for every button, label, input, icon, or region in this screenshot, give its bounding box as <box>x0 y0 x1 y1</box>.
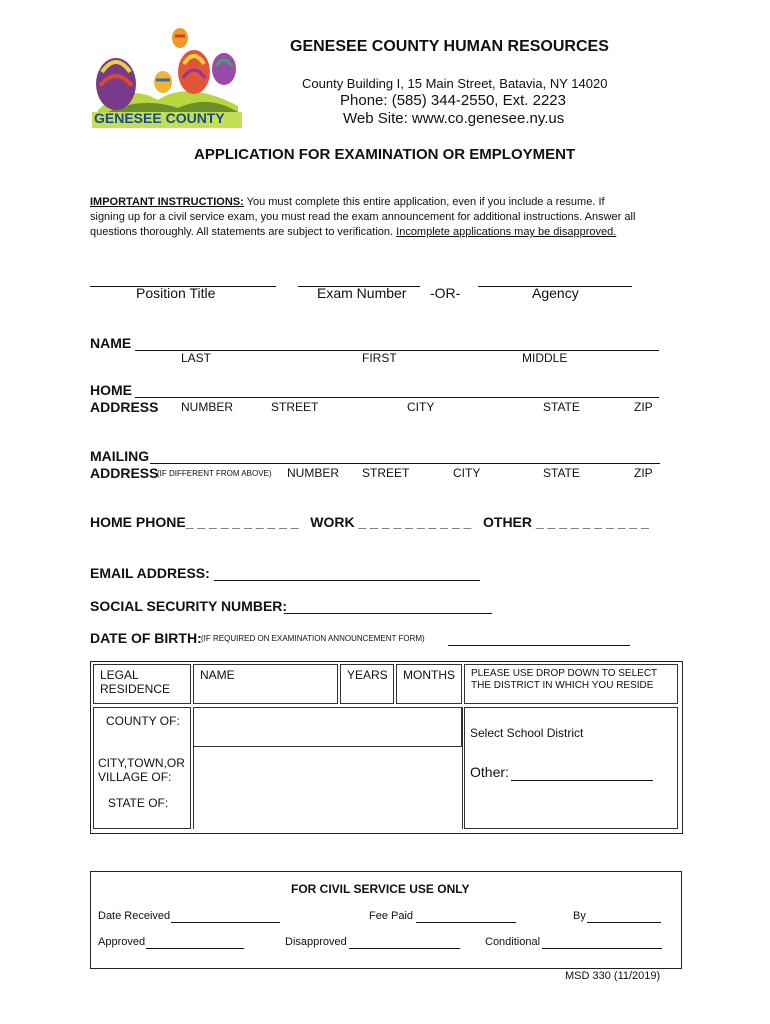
mailing-state-label: STATE <box>543 466 580 480</box>
mailing-zip-label: ZIP <box>634 466 653 480</box>
mailing-address-label2: ADDRESS <box>90 465 159 481</box>
home-address-label2: ADDRESS <box>90 399 159 415</box>
years-column-header: YEARS <box>340 664 394 704</box>
email-label: EMAIL ADDRESS: <box>90 565 210 581</box>
home-state-label: STATE <box>543 400 580 414</box>
ssn-input[interactable] <box>284 599 492 614</box>
county-logo <box>88 22 248 130</box>
logo-text: GENESEE COUNTY <box>94 110 225 126</box>
by-label: By <box>573 910 586 922</box>
name-middle-label: MIDDLE <box>522 351 568 365</box>
instructions-line1: You must complete this entire application, even if you include a resume. If <box>243 196 605 208</box>
dropdown-instruction: PLEASE USE DROP DOWN TO SELECT THE DISTRICT IN WHICH YOU RESIDE <box>464 664 678 704</box>
mailing-address-input[interactable] <box>150 449 660 464</box>
home-number-label: NUMBER <box>181 400 234 414</box>
home-address-input[interactable] <box>135 383 659 398</box>
school-district-area <box>464 707 678 829</box>
residence-name-entry[interactable] <box>193 707 462 747</box>
mailing-street-label: STREET <box>362 466 410 480</box>
org-address: County Building I, 15 Main Street, Batavia, NY 14020 <box>302 76 608 91</box>
page-title: APPLICATION FOR EXAMINATION OR EMPLOYMENT <box>194 146 576 163</box>
ssn-label: SOCIAL SECURITY NUMBER: <box>90 598 288 614</box>
approved-label: Approved <box>98 936 146 948</box>
name-label: NAME <box>90 335 132 351</box>
date-received-label: Date Received <box>98 910 171 922</box>
county-of-label: COUNTY OF: <box>106 714 180 728</box>
home-city-label: CITY <box>407 400 435 414</box>
dob-label: DATE OF BIRTH: <box>90 630 202 646</box>
state-of-label: STATE OF: <box>108 796 169 810</box>
home-street-label: STREET <box>271 400 319 414</box>
name-last-label: LAST <box>181 351 212 365</box>
approved-line <box>146 948 244 949</box>
name-input[interactable] <box>135 336 659 351</box>
fee-paid-label: Fee Paid <box>369 910 414 922</box>
residence-inner-rule <box>193 747 195 829</box>
other-district-input[interactable] <box>511 766 653 781</box>
mailing-address-label1: MAILING <box>90 448 150 464</box>
other-district-label: Other: <box>470 764 509 780</box>
conditional-label: Conditional <box>485 936 541 948</box>
home-phone-label: HOME PHONE <box>90 514 186 530</box>
instructions-line2: signing up for a civil service exam, you must read the exam announcement for additional instructions. Answer all <box>90 211 636 223</box>
mailing-city-label: CITY <box>453 466 481 480</box>
instructions-lead: IMPORTANT INSTRUCTIONS: <box>90 196 244 208</box>
other-phone-field[interactable]: _ _ _ _ _ _ _ _ _ _ <box>535 514 649 530</box>
school-district-select[interactable]: Select School District <box>470 726 584 740</box>
residence-labels <box>93 707 191 829</box>
or-label: -OR- <box>430 285 461 301</box>
agency-label: Agency <box>532 285 579 301</box>
org-phone: Phone: (585) 344-2550, Ext. 2223 <box>340 92 566 109</box>
home-zip-label: ZIP <box>634 400 653 414</box>
city-town-village-label: CITY,TOWN,OR VILLAGE OF: <box>98 756 185 784</box>
instructions-warning: Incomplete applications may be disapproved. <box>396 226 617 238</box>
form-id: MSD 330 (11/2019) <box>565 970 661 982</box>
home-address-label1: HOME <box>90 382 132 398</box>
phone-row <box>90 514 649 530</box>
name-column-header: NAME <box>193 664 338 704</box>
home-phone-field[interactable]: _ _ _ _ _ _ _ _ _ _ <box>185 514 299 530</box>
mailing-number-label: NUMBER <box>287 466 340 480</box>
work-phone-label: WORK <box>310 514 355 530</box>
exam-number-label: Exam Number <box>317 285 407 301</box>
work-phone-field[interactable]: _ _ _ _ _ _ _ _ _ _ <box>358 514 472 530</box>
disapproved-line <box>349 948 460 949</box>
org-website: Web Site: www.co.genesee.ny.us <box>343 110 565 127</box>
mailing-note: (IF DIFFERENT FROM ABOVE) <box>157 469 272 478</box>
disapproved-label: Disapproved <box>285 936 347 948</box>
date-received-line <box>171 922 280 923</box>
months-column-header: MONTHS <box>396 664 462 704</box>
by-line <box>587 922 661 923</box>
conditional-line <box>542 948 662 949</box>
dob-input[interactable] <box>448 631 630 646</box>
instructions <box>90 195 635 240</box>
dob-note: (IF REQUIRED ON EXAMINATION ANNOUNCEMENT FORM) <box>201 634 425 643</box>
other-phone-label: OTHER <box>483 514 532 530</box>
instructions-line3: questions thoroughly. All statements are subject to verification. <box>90 226 397 238</box>
name-first-label: FIRST <box>362 351 397 365</box>
org-title: GENESEE COUNTY HUMAN RESOURCES <box>290 38 609 55</box>
fee-paid-line <box>416 922 516 923</box>
email-input[interactable] <box>214 566 480 581</box>
civil-service-title: FOR CIVIL SERVICE USE ONLY <box>291 882 470 896</box>
residence-detail-area[interactable] <box>193 749 462 829</box>
position-title-label: Position Title <box>136 285 216 301</box>
legal-residence-header: LEGAL RESIDENCE <box>93 664 191 704</box>
